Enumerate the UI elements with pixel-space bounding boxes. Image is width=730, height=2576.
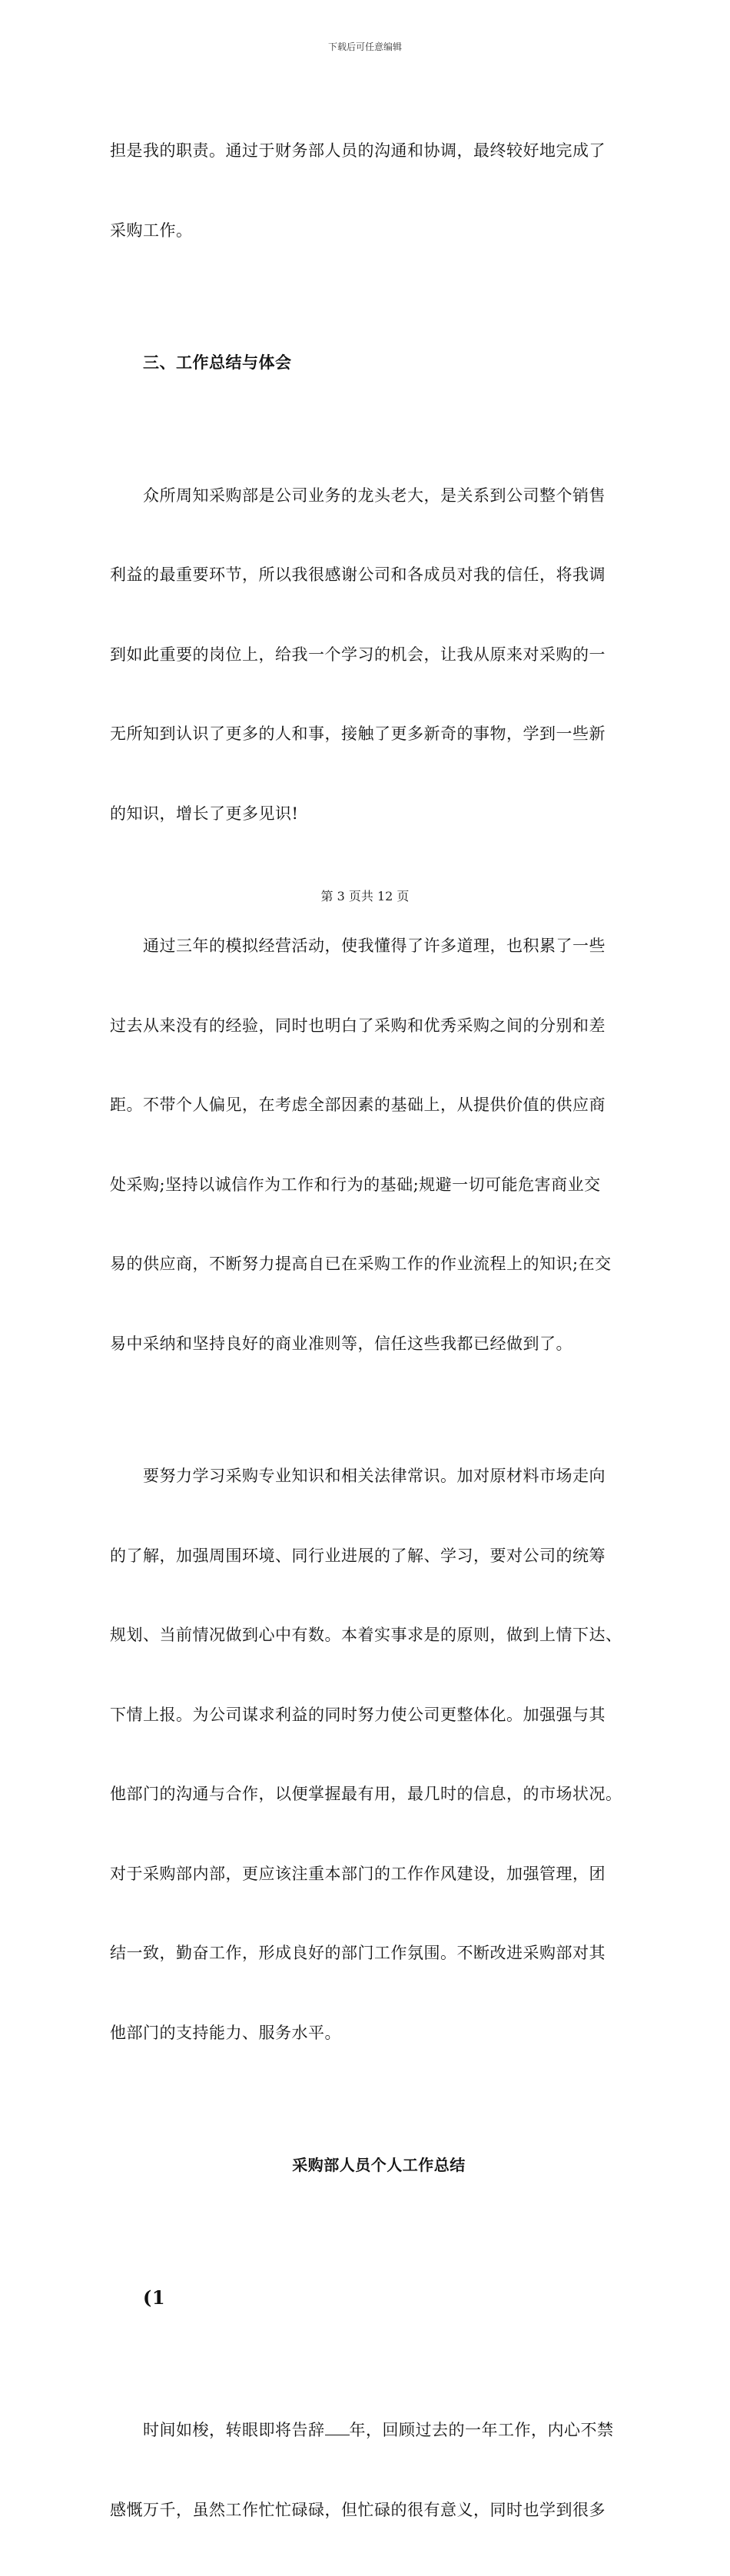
text-line: 距。不带个人偏见，在考虑全部因素的基础上，从提供价值的供应商 [110, 1096, 606, 1114]
text-line: 众所周知采购部是公司业务的龙头老大，是关系到公司整个销售 [143, 486, 606, 505]
document-title: 采购部人员个人工作总结 [292, 2156, 466, 2174]
text-line: 他部门的支持能力、服务水平。 [110, 2023, 341, 2042]
text-line: 处采购;坚持以诚信作为工作和行为的基础;规避一切可能危害商业交 [110, 1175, 601, 1194]
paragraph-1 [110, 85, 625, 297]
page-header: 下载后可任意编辑 [327, 41, 402, 52]
text-line: 通过三年的模拟经营活动，使我懂得了许多道理，也积累了一些 [143, 937, 606, 955]
text-line: 采购工作。 [110, 220, 193, 240]
text-line: 的了解，加强周围环境、同行业进展的了解、学习，要对公司的统筹 [110, 1546, 606, 1565]
section-heading-3 [110, 297, 625, 429]
text-line: 易的供应商，不断努力提高自已在采购工作的作业流程上的知识;在交 [110, 1255, 612, 1273]
subheading-block [110, 2232, 625, 2365]
paragraph-4 [110, 1410, 625, 2099]
text-line [110, 2417, 625, 2444]
text-line: 感慨万千，虽然工作忙忙碌碌，但忙碌的很有意义，同时也学到很多 [110, 2500, 606, 2519]
text-fragment: 时间如梭，转眼即将告辞 [143, 2421, 325, 2439]
document-title-block [110, 2099, 625, 2232]
text-line: 他部门的沟通与合作，以便掌握最有用，最几时的信息，的市场状况。 [110, 1785, 622, 1803]
text-line: 规划、当前情况做到心中有数。本着实事求是的原则，做到上情下达、 [110, 1626, 622, 1644]
text-line: 下情上报。为公司谋求利益的同时努力使公司更整体化。加强强与其 [110, 1705, 606, 1724]
paragraph-3 [110, 880, 625, 1410]
paragraph-5 [110, 2364, 625, 2576]
text-line: 要努力学习采购专业知识和相关法律常识。加对原材料市场走向 [143, 1467, 606, 1485]
page-footer: 第 3 页共 12 页 [320, 889, 410, 903]
text-line: 担是我的职责。通过于财务部人员的沟通和协调，最终较好地完成了 [110, 141, 606, 160]
text-line: 过去从来没有的经验，同时也明白了采购和优秀采购之间的分别和差 [110, 1016, 606, 1035]
fill-in-blank [325, 2419, 350, 2435]
text-line: 利益的最重要环节，所以我很感谢公司和各成员对我的信任，将我调 [110, 565, 606, 584]
text-line: 无所知到认识了更多的人和事，接触了更多新奇的事物，学到一些新 [110, 724, 606, 743]
text-fragment: 年，回顾过去的一年工作，内心不禁 [349, 2421, 614, 2439]
paragraph-2 [110, 429, 625, 880]
text-line: 易中采纳和坚持良好的商业准则等，信任这些我都已经做到了。 [110, 1334, 572, 1353]
subheading-number: (1 [143, 2286, 166, 2309]
text-line: 结一致，勤奋工作，形成良好的部门工作氛围。不断改进采购部对其 [110, 1944, 606, 1962]
text-line: 的知识，增长了更多见识! [110, 804, 299, 823]
document-body [110, 85, 625, 2576]
text-line: 对于采购部内部，更应该注重本部门的工作作风建设，加强管理，团 [110, 1864, 606, 1883]
section-heading: 三、工作总结与体会 [143, 353, 292, 372]
text-line: 到如此重要的岗位上，给我一个学习的机会，让我从原来对采购的一 [110, 645, 606, 664]
